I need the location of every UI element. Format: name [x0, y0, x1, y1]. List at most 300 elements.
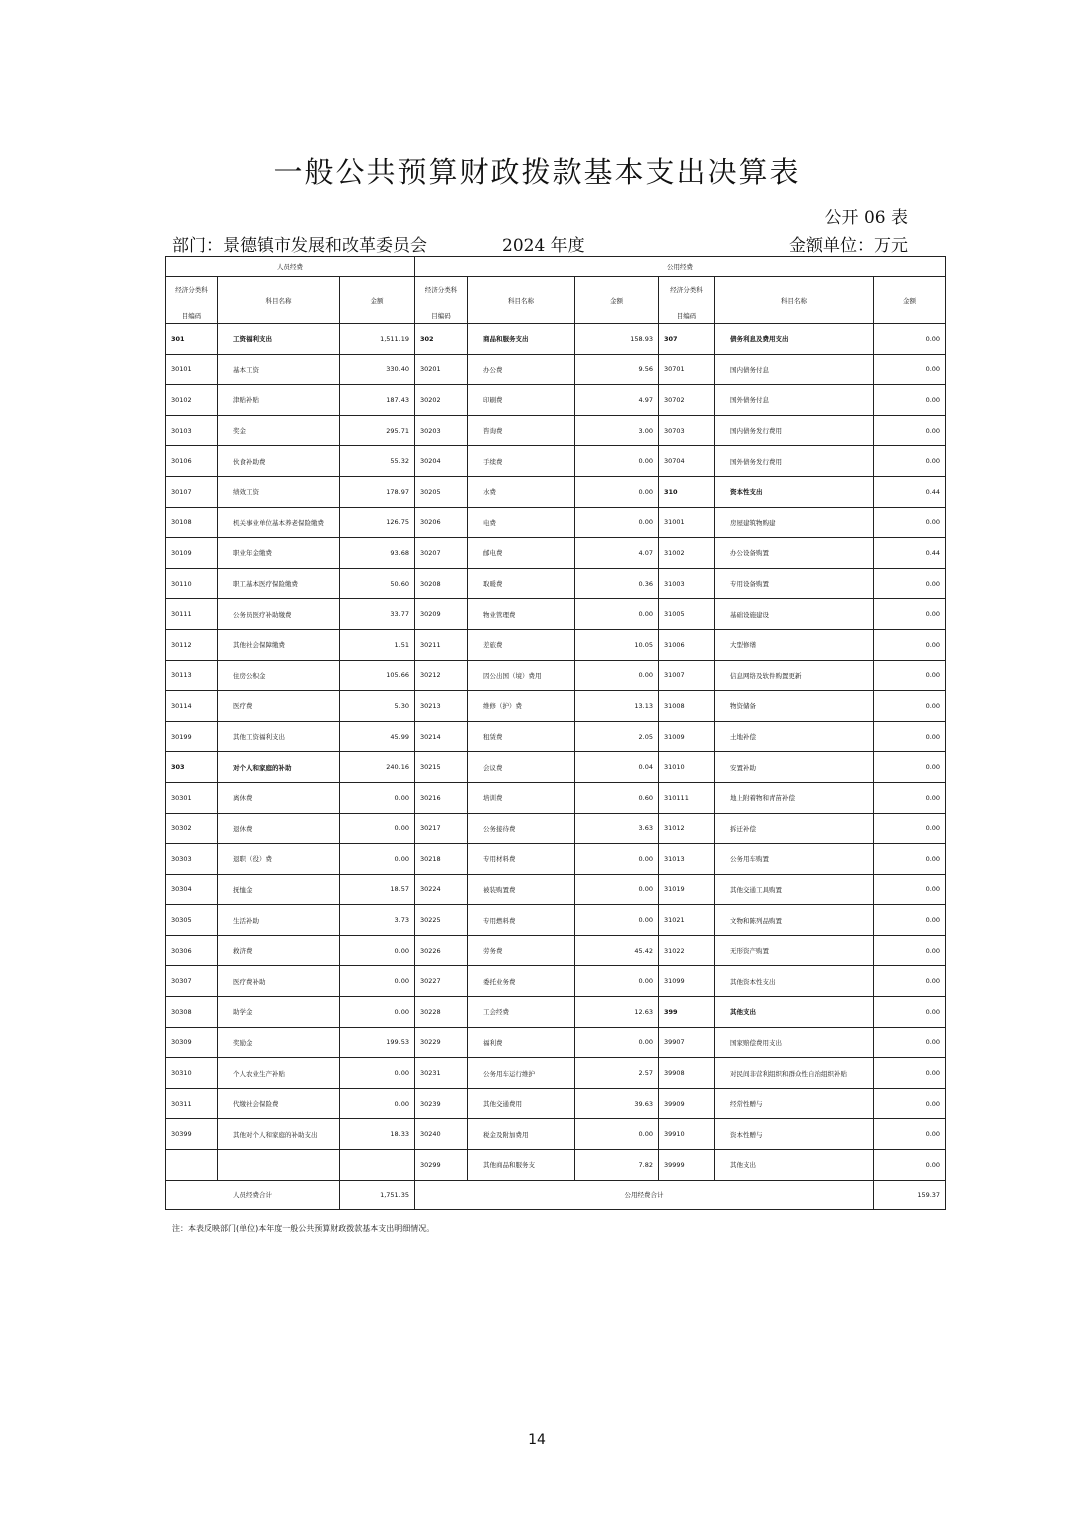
- cell-name: 职业年金缴费: [218, 538, 340, 569]
- table-row: [166, 385, 946, 416]
- cell-name: 福利费: [468, 1027, 575, 1058]
- cell-code: 30218: [415, 844, 468, 875]
- header-name: 科目名称: [715, 277, 874, 324]
- cell-name: 办公费: [468, 354, 575, 385]
- cell-name: 文物和陈列品购置: [715, 905, 874, 936]
- cell-amount: 0.00: [575, 446, 659, 477]
- cell-amount: 5.30: [340, 691, 415, 722]
- cell-name: 其他交通费用: [468, 1088, 575, 1119]
- cell-code: 30109: [166, 538, 218, 569]
- cell-code: 30306: [166, 935, 218, 966]
- cell-amount: 1,511.19: [340, 324, 415, 355]
- cell-amount: 0.44: [874, 538, 946, 569]
- cell-amount: 0.00: [874, 568, 946, 599]
- cell-name: 生活补助: [218, 905, 340, 936]
- cell-code: 30107: [166, 476, 218, 507]
- cell-name: 印刷费: [468, 385, 575, 416]
- cell-amount: 0.00: [874, 935, 946, 966]
- cell-name: 奖励金: [218, 1027, 340, 1058]
- cell-amount: 0.00: [340, 1088, 415, 1119]
- cell-name: 专用材料费: [468, 844, 575, 875]
- cell-code: 30703: [659, 415, 715, 446]
- cell-amount: 0.00: [874, 997, 946, 1028]
- cell-amount: 0.00: [874, 629, 946, 660]
- cell-amount: 12.63: [575, 997, 659, 1028]
- cell-amount: 199.53: [340, 1027, 415, 1058]
- header-name: 科目名称: [468, 277, 575, 324]
- cell-amount: 0.00: [874, 782, 946, 813]
- cell-name: 伙食补助费: [218, 446, 340, 477]
- header-code: [415, 277, 468, 324]
- cell-amount: 33.77: [340, 599, 415, 630]
- cell-name: 救济费: [218, 935, 340, 966]
- cell-name: 工会经费: [468, 997, 575, 1028]
- cell-code: 30208: [415, 568, 468, 599]
- table-row: [166, 721, 946, 752]
- cell-name: 咨询费: [468, 415, 575, 446]
- cell-amount: 0.00: [874, 691, 946, 722]
- table-row: [166, 446, 946, 477]
- cell-name: 医疗费补助: [218, 966, 340, 997]
- cell-amount: 13.13: [575, 691, 659, 722]
- cell-code: 30199: [166, 721, 218, 752]
- cell-amount: 0.00: [874, 385, 946, 416]
- cell-name: 被装购置费: [468, 874, 575, 905]
- cell-code: 30206: [415, 507, 468, 538]
- unit-label: 金额单位：万元: [789, 236, 908, 256]
- cell-code: 30225: [415, 905, 468, 936]
- page-title: 一般公共预算财政拨款基本支出决算表: [273, 155, 801, 189]
- cell-amount: 240.16: [340, 752, 415, 783]
- cell-amount: 39.63: [575, 1088, 659, 1119]
- page-number: 14: [528, 1432, 546, 1448]
- table-row: [166, 538, 946, 569]
- cell-amount: 295.71: [340, 415, 415, 446]
- cell-amount: 0.00: [874, 1150, 946, 1181]
- cell-amount: 330.40: [340, 354, 415, 385]
- cell-name: 公务接待费: [468, 813, 575, 844]
- cell-name: 工资福利支出: [218, 324, 340, 355]
- cell-code: 30217: [415, 813, 468, 844]
- table-row: [166, 629, 946, 660]
- cell-code: 30204: [415, 446, 468, 477]
- cell-amount: 0.00: [575, 660, 659, 691]
- cell-name: 退职（役）费: [218, 844, 340, 875]
- table-row: [166, 507, 946, 538]
- cell-name: 国家赔偿费用支出: [715, 1027, 874, 1058]
- cell-amount: 0.00: [874, 905, 946, 936]
- cell-name: 其他商品和服务支: [468, 1150, 575, 1181]
- cell-amount: 3.73: [340, 905, 415, 936]
- header-amount: 金额: [874, 277, 946, 324]
- cell-amount: 0.00: [575, 599, 659, 630]
- table-row: [166, 476, 946, 507]
- table-row: [166, 1027, 946, 1058]
- cell-name: 绩效工资: [218, 476, 340, 507]
- cell-name: 其他支出: [715, 1150, 874, 1181]
- cell-amount: 0.00: [874, 660, 946, 691]
- cell-amount: 1.51: [340, 629, 415, 660]
- cell-code: 31019: [659, 874, 715, 905]
- cell-code: 31001: [659, 507, 715, 538]
- cell-name: 公务员医疗补助缴费: [218, 599, 340, 630]
- cell-name: 公务用车购置: [715, 844, 874, 875]
- cell-name: 物资储备: [715, 691, 874, 722]
- cell-name: 退休费: [218, 813, 340, 844]
- cell-code: 30216: [415, 782, 468, 813]
- cell-code: 31099: [659, 966, 715, 997]
- cell-amount: 18.57: [340, 874, 415, 905]
- header-code-bottom: 目编码: [181, 312, 202, 320]
- cell-name: 维修（护）费: [468, 691, 575, 722]
- table-row: [166, 354, 946, 385]
- cell-code: 30211: [415, 629, 468, 660]
- cell-code: 30101: [166, 354, 218, 385]
- cell-name: 信息网络及软件购置更新: [715, 660, 874, 691]
- cell-amount: 93.68: [340, 538, 415, 569]
- header-amount: 金额: [575, 277, 659, 324]
- table-row: [166, 568, 946, 599]
- header-code: [166, 277, 218, 324]
- cell-name: 专用设备购置: [715, 568, 874, 599]
- table-row: [166, 1088, 946, 1119]
- cell-code: 30108: [166, 507, 218, 538]
- cell-code: 30304: [166, 874, 218, 905]
- cell-code: 30309: [166, 1027, 218, 1058]
- cell-code: 30203: [415, 415, 468, 446]
- cell-amount: 126.75: [340, 507, 415, 538]
- cell-name: 取暖费: [468, 568, 575, 599]
- cell-amount: 0.00: [575, 507, 659, 538]
- table-row: [166, 1058, 946, 1089]
- cell-name: 地上附着物和青苗补偿: [715, 782, 874, 813]
- cell-amount: 0.00: [874, 415, 946, 446]
- cell-name: 劳务费: [468, 935, 575, 966]
- table-row: [166, 966, 946, 997]
- cell-code: 30106: [166, 446, 218, 477]
- cell-amount: 0.00: [340, 813, 415, 844]
- cell-name: 培训费: [468, 782, 575, 813]
- cell-amount: 0.00: [575, 1027, 659, 1058]
- cell-amount: 3.63: [575, 813, 659, 844]
- cell-name: 其他社会保障缴费: [218, 629, 340, 660]
- cell-amount: 0.00: [874, 752, 946, 783]
- cell-amount: 0.00: [874, 813, 946, 844]
- cell-name: 资本性赠与: [715, 1119, 874, 1150]
- cell-code: 30226: [415, 935, 468, 966]
- personnel-total-label: 人员经费合计: [166, 1180, 340, 1209]
- header-code-bottom: 目编码: [431, 312, 451, 320]
- cell-code: 30310: [166, 1058, 218, 1089]
- cell-amount: 105.66: [340, 660, 415, 691]
- cell-code: 30114: [166, 691, 218, 722]
- cell-amount: 3.00: [575, 415, 659, 446]
- cell-name: 基本工资: [218, 354, 340, 385]
- cell-name: 手续费: [468, 446, 575, 477]
- department-label: 部门：景德镇市发展和改革委员会: [172, 236, 427, 256]
- cell-code: 307: [659, 324, 715, 355]
- cell-code: 30227: [415, 966, 468, 997]
- cell-name: 邮电费: [468, 538, 575, 569]
- cell-code: 39907: [659, 1027, 715, 1058]
- cell-code: 30701: [659, 354, 715, 385]
- cell-amount: 0.00: [874, 874, 946, 905]
- cell-name: 会议费: [468, 752, 575, 783]
- cell-amount: 0.60: [575, 782, 659, 813]
- expenditure-table: [165, 256, 946, 1210]
- cell-code: [166, 1150, 218, 1181]
- cell-amount: 0.00: [874, 324, 946, 355]
- table-row: [166, 415, 946, 446]
- header-code-bottom: 目编码: [676, 312, 697, 320]
- cell-code: 30240: [415, 1119, 468, 1150]
- public-total-value: 159.37: [874, 1180, 946, 1209]
- cell-name: 拆迁补偿: [715, 813, 874, 844]
- cell-code: 30307: [166, 966, 218, 997]
- cell-name: 因公出国（境）费用: [468, 660, 575, 691]
- group-public: 公用经费: [415, 257, 946, 277]
- cell-amount: 0.36: [575, 568, 659, 599]
- column-header-row: [166, 277, 946, 324]
- cell-amount: [340, 1150, 415, 1181]
- cell-amount: 0.00: [874, 507, 946, 538]
- cell-name: 国外债务发行费用: [715, 446, 874, 477]
- cell-code: 302: [415, 324, 468, 355]
- cell-code: 30113: [166, 660, 218, 691]
- cell-code: 30224: [415, 874, 468, 905]
- table-row: [166, 997, 946, 1028]
- cell-code: 30205: [415, 476, 468, 507]
- cell-amount: 178.97: [340, 476, 415, 507]
- cell-code: 31005: [659, 599, 715, 630]
- cell-name: 物业管理费: [468, 599, 575, 630]
- cell-name: 无形资产购置: [715, 935, 874, 966]
- cell-name: 税金及附加费用: [468, 1119, 575, 1150]
- table-row: [166, 1150, 946, 1181]
- cell-code: 31003: [659, 568, 715, 599]
- cell-code: 310111: [659, 782, 715, 813]
- cell-amount: 0.00: [575, 874, 659, 905]
- cell-amount: 0.00: [575, 905, 659, 936]
- cell-amount: 55.32: [340, 446, 415, 477]
- cell-code: 310: [659, 476, 715, 507]
- cell-amount: 4.97: [575, 385, 659, 416]
- cell-name: 其他工资福利支出: [218, 721, 340, 752]
- cell-name: 机关事业单位基本养老保险缴费: [218, 507, 340, 538]
- cell-name: 水费: [468, 476, 575, 507]
- header-code: [659, 277, 715, 324]
- cell-code: 30110: [166, 568, 218, 599]
- cell-amount: 0.00: [340, 1058, 415, 1089]
- cell-name: 办公设备购置: [715, 538, 874, 569]
- cell-code: 30214: [415, 721, 468, 752]
- cell-code: 31009: [659, 721, 715, 752]
- cell-name: 公务用车运行维护: [468, 1058, 575, 1089]
- cell-name: 基础设施建设: [715, 599, 874, 630]
- cell-code: 30308: [166, 997, 218, 1028]
- cell-code: 31008: [659, 691, 715, 722]
- cell-code: 30213: [415, 691, 468, 722]
- cell-amount: 0.00: [340, 782, 415, 813]
- cell-code: 39908: [659, 1058, 715, 1089]
- cell-name: 对个人和家庭的补助: [218, 752, 340, 783]
- table-row: [166, 874, 946, 905]
- cell-code: 31013: [659, 844, 715, 875]
- cell-code: 30209: [415, 599, 468, 630]
- cell-amount: 0.00: [340, 844, 415, 875]
- cell-name: 其他资本性支出: [715, 966, 874, 997]
- cell-code: 301: [166, 324, 218, 355]
- cell-code: 30303: [166, 844, 218, 875]
- cell-amount: 50.60: [340, 568, 415, 599]
- cell-code: 30207: [415, 538, 468, 569]
- table-row: [166, 935, 946, 966]
- cell-code: 30215: [415, 752, 468, 783]
- cell-name: 国内债务付息: [715, 354, 874, 385]
- cell-code: 31010: [659, 752, 715, 783]
- cell-amount: 4.07: [575, 538, 659, 569]
- cell-code: 30702: [659, 385, 715, 416]
- table-row: [166, 324, 946, 355]
- cell-amount: 0.00: [575, 476, 659, 507]
- year-label: 2024 年度: [502, 236, 585, 256]
- cell-amount: 0.04: [575, 752, 659, 783]
- cell-amount: 9.56: [575, 354, 659, 385]
- cell-amount: 0.00: [874, 1058, 946, 1089]
- header-code-top: 经济分类科: [175, 286, 208, 294]
- cell-name: 津贴补贴: [218, 385, 340, 416]
- cell-amount: 0.00: [575, 844, 659, 875]
- cell-name: 租赁费: [468, 721, 575, 752]
- group-header-row: [166, 257, 946, 277]
- cell-amount: 0.44: [874, 476, 946, 507]
- cell-name: 职工基本医疗保险缴费: [218, 568, 340, 599]
- cell-amount: 10.05: [575, 629, 659, 660]
- cell-code: 31021: [659, 905, 715, 936]
- table-row: [166, 844, 946, 875]
- cell-name: 国内债务发行费用: [715, 415, 874, 446]
- cell-name: 土地补偿: [715, 721, 874, 752]
- table-row: [166, 752, 946, 783]
- table-row: [166, 813, 946, 844]
- cell-code: 30302: [166, 813, 218, 844]
- cell-name: 债务利息及费用支出: [715, 324, 874, 355]
- cell-code: 303: [166, 752, 218, 783]
- cell-amount: 0.00: [874, 1088, 946, 1119]
- cell-code: 30103: [166, 415, 218, 446]
- table-row: [166, 905, 946, 936]
- cell-code: 31006: [659, 629, 715, 660]
- cell-amount: 0.00: [874, 966, 946, 997]
- cell-code: 31002: [659, 538, 715, 569]
- cell-amount: 0.00: [575, 1119, 659, 1150]
- cell-code: 30704: [659, 446, 715, 477]
- cell-name: 对民间非营利组织和群众性自治组织补贴: [715, 1058, 874, 1089]
- cell-name: 资本性支出: [715, 476, 874, 507]
- cell-amount: 0.00: [874, 721, 946, 752]
- header-name: 科目名称: [218, 277, 340, 324]
- cell-code: 30299: [415, 1150, 468, 1181]
- cell-name: 奖金: [218, 415, 340, 446]
- cell-code: 31012: [659, 813, 715, 844]
- cell-amount: 0.00: [874, 844, 946, 875]
- cell-code: 30231: [415, 1058, 468, 1089]
- cell-code: 30111: [166, 599, 218, 630]
- group-personnel: 人员经费: [166, 257, 415, 277]
- cell-code: 30112: [166, 629, 218, 660]
- cell-name: 差旅费: [468, 629, 575, 660]
- cell-code: 30201: [415, 354, 468, 385]
- cell-name: 离休费: [218, 782, 340, 813]
- cell-name: 住房公积金: [218, 660, 340, 691]
- cell-amount: 0.00: [874, 446, 946, 477]
- cell-amount: 0.00: [340, 966, 415, 997]
- cell-amount: 0.00: [874, 599, 946, 630]
- cell-name: 经常性赠与: [715, 1088, 874, 1119]
- cell-amount: 2.57: [575, 1058, 659, 1089]
- cell-code: 30305: [166, 905, 218, 936]
- cell-name: 委托业务费: [468, 966, 575, 997]
- cell-name: 国外债务付息: [715, 385, 874, 416]
- cell-name: 电费: [468, 507, 575, 538]
- cell-name: 专用燃料费: [468, 905, 575, 936]
- cell-amount: 18.33: [340, 1119, 415, 1150]
- cell-name: 安置补助: [715, 752, 874, 783]
- table-row: [166, 599, 946, 630]
- header-code-top: 经济分类科: [424, 286, 458, 294]
- cell-name: 代缴社会保险费: [218, 1088, 340, 1119]
- cell-amount: 0.00: [874, 354, 946, 385]
- cell-amount: 0.00: [874, 1119, 946, 1150]
- table-number: 公开 06 表: [824, 208, 908, 228]
- header-amount: 金额: [340, 277, 415, 324]
- total-row: [166, 1180, 946, 1209]
- cell-amount: 0.00: [340, 997, 415, 1028]
- cell-name: [218, 1150, 340, 1181]
- cell-name: 大型修缮: [715, 629, 874, 660]
- cell-code: 30311: [166, 1088, 218, 1119]
- table-row: [166, 660, 946, 691]
- personnel-total-value: 1,751.35: [340, 1180, 415, 1209]
- cell-amount: 158.93: [575, 324, 659, 355]
- cell-name: 其他交通工具购置: [715, 874, 874, 905]
- cell-code: 30399: [166, 1119, 218, 1150]
- cell-amount: 45.99: [340, 721, 415, 752]
- table-row: [166, 782, 946, 813]
- header-code-top: 经济分类科: [670, 286, 703, 294]
- cell-amount: 0.00: [575, 966, 659, 997]
- cell-name: 商品和服务支出: [468, 324, 575, 355]
- cell-code: 39909: [659, 1088, 715, 1119]
- cell-name: 房屋建筑物购建: [715, 507, 874, 538]
- table-row: [166, 691, 946, 722]
- table-row: [166, 1119, 946, 1150]
- cell-code: 30239: [415, 1088, 468, 1119]
- cell-code: 399: [659, 997, 715, 1028]
- cell-code: 30102: [166, 385, 218, 416]
- cell-code: 30228: [415, 997, 468, 1028]
- cell-amount: 2.05: [575, 721, 659, 752]
- cell-code: 39999: [659, 1150, 715, 1181]
- cell-name: 助学金: [218, 997, 340, 1028]
- cell-code: 30202: [415, 385, 468, 416]
- cell-code: 31022: [659, 935, 715, 966]
- cell-name: 抚恤金: [218, 874, 340, 905]
- cell-code: 30212: [415, 660, 468, 691]
- cell-amount: 0.00: [874, 1027, 946, 1058]
- cell-code: 30301: [166, 782, 218, 813]
- cell-code: 39910: [659, 1119, 715, 1150]
